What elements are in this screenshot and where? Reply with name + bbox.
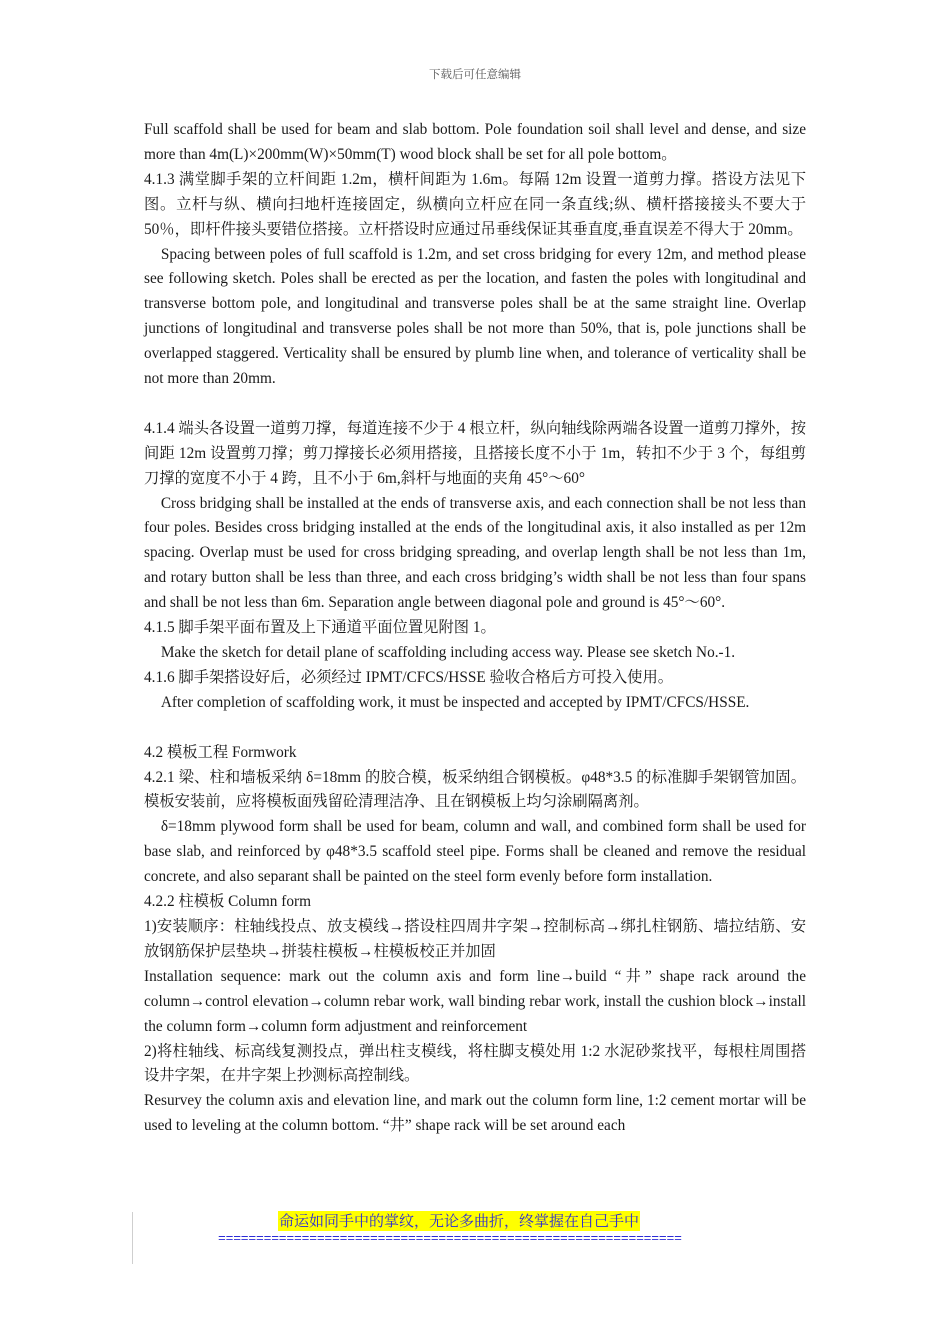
footer-margin-line (132, 1212, 133, 1264)
paragraph-install-sequence-zh: 1)安装顺序：柱轴线投点、放支模线→搭设柱四周井字架→控制标高→绑扎柱钢筋、墙拉结筋、安放钢筋保护层垫块→拼装柱模板→柱模板校正并加固 (144, 917, 806, 960)
paragraph-resurvey-zh: 2)将柱轴线、标高线复测投点，弹出柱支模线，将柱脚支模处用 1:2 水泥砂浆找平，每根柱周围搭设井字架，在井字架上抄测标高控制线。 (144, 1042, 806, 1085)
document-body (144, 118, 806, 1139)
paragraph-4-1-3-en: Spacing between poles of full scaffold is 1.2m, and set cross bridging for every 12m, and method please see following sketch. Poles shall be erected as per the location, and fasten the poles with longitudinal and transverse bottom pole, and longitudinal and transverse poles shall be at the same straight line. Overlap junctions of longitudinal and transverse poles shall be not more than 50%, that is, pole junctions shall be overlapped staggered. Verticality shall be ensured by plumb line when, and tolerance of verticality shall be not more than 20mm. (144, 245, 806, 388)
section-heading-4-2-2: 4.2.2 柱模板 Column form (144, 893, 311, 911)
paragraph-4-1-3-zh: 4.1.3 满堂脚手架的立杆间距 1.2m，横杆间距为 1.6m。每隔 12m 设置一道剪力撑。搭设方法见下图。立杆与纵、横向扫地杆连接固定，纵横向立杆应在同一条直线;纵、横杆搭接接头不要大于 50％，即杆件接头要错位搭接。立杆搭设时应通过吊垂线保证其垂直度,垂直误差不得大于 20mm。 (144, 170, 806, 238)
footer-motto: 命运如同手中的掌纹，无论多曲折，终掌握在自己手中 (279, 1212, 640, 1230)
paragraph-full-scaffold-en: Full scaffold shall be used for beam and slab bottom. Pole foundation soil shall level and dense, and size more than 4m(L)×200mm(W)×50mm(T) wood block shall be set for all pole bottom。 (144, 121, 806, 163)
paragraph-4-1-5-zh: 4.1.5 脚手架平面布置及上下通道平面位置见附图 1。 (144, 619, 496, 637)
page-header: 下载后可任意编辑 (429, 69, 521, 81)
paragraph-4-1-5-en: Make the sketch for detail plane of scaffolding including access way. Please see sketch No.-1. (160, 644, 736, 662)
section-heading-4-2: 4.2 模板工程 Formwork (144, 743, 297, 761)
paragraph-4-1-6-zh: 4.1.6 脚手架搭设好后，必须经过 IPMT/CFCS/HSSE 验收合格后方可投入使用。 (144, 668, 674, 686)
paragraph-4-1-4-en: Cross bridging shall be installed at the ends of transverse axis, and each connection shall be not less than four poles. Besides cross bridging installed at the ends of the longitudinal axis, it also installed as per 12m spacing. Overlap must be used for cross bridging spreading, and overlap length shall be not less than 1m, and rotary button shall be less than three, and each cross bridging’s width shall be not less than four spans and shall be not less than 6m. Separation angle between diagonal pole and ground is 45°～60°. (144, 494, 806, 612)
paragraph-4-1-4-zh: 4.1.4 端头各设置一道剪刀撑，每道连接不少于 4 根立杆，纵向轴线除两端各设置一道剪刀撑外，按间距 12m 设置剪刀撑；剪刀撑接长必须用搭接，且搭接长度不小于 1m，转扣不少于 3 个，每组剪刀撑的宽度不小于 4 跨，且不小于 6m,斜杆与地面的夹角 45°～60° (144, 419, 806, 487)
paragraph-install-sequence-en: Installation sequence: mark out the column axis and form line→build “井” shape rack around the column→control elevation→column rebar work, wall binding rebar work, install the cushion block→install the column form→column form adjustment and reinforcement (144, 967, 806, 1035)
paragraph-resurvey-en: Resurvey the column axis and elevation line, and mark out the column form line, 1:2 cement mortar will be used to leveling at the column bottom. “井” shape rack will be set around each (144, 1092, 806, 1135)
paragraph-4-1-6-en: After completion of scaffolding work, it must be inspected and accepted by IPMT/CFCS/HSSE. (160, 693, 750, 711)
paragraph-4-2-1-en: δ=18mm plywood form shall be used for beam, column and wall, and combined form shall be used for base slab, and reinforced by φ48*3.5 scaffold steel pipe. Forms shall be cleaned and remove the residual concrete, and also separant shall be painted on the steel form evenly before form installation. (144, 818, 806, 886)
paragraph-4-2-1-zh: 4.2.1 梁、柱和墙板采纳 δ=18mm 的胶合模，板采纳组合钢模板。φ48*3.5 的标准脚手架钢管加固。模板安装前，应将模板面残留砼清理洁净、且在钢模板上均匀涂刷隔离剂。 (144, 768, 806, 811)
footer-rule: ============================================================= (218, 1231, 682, 1246)
